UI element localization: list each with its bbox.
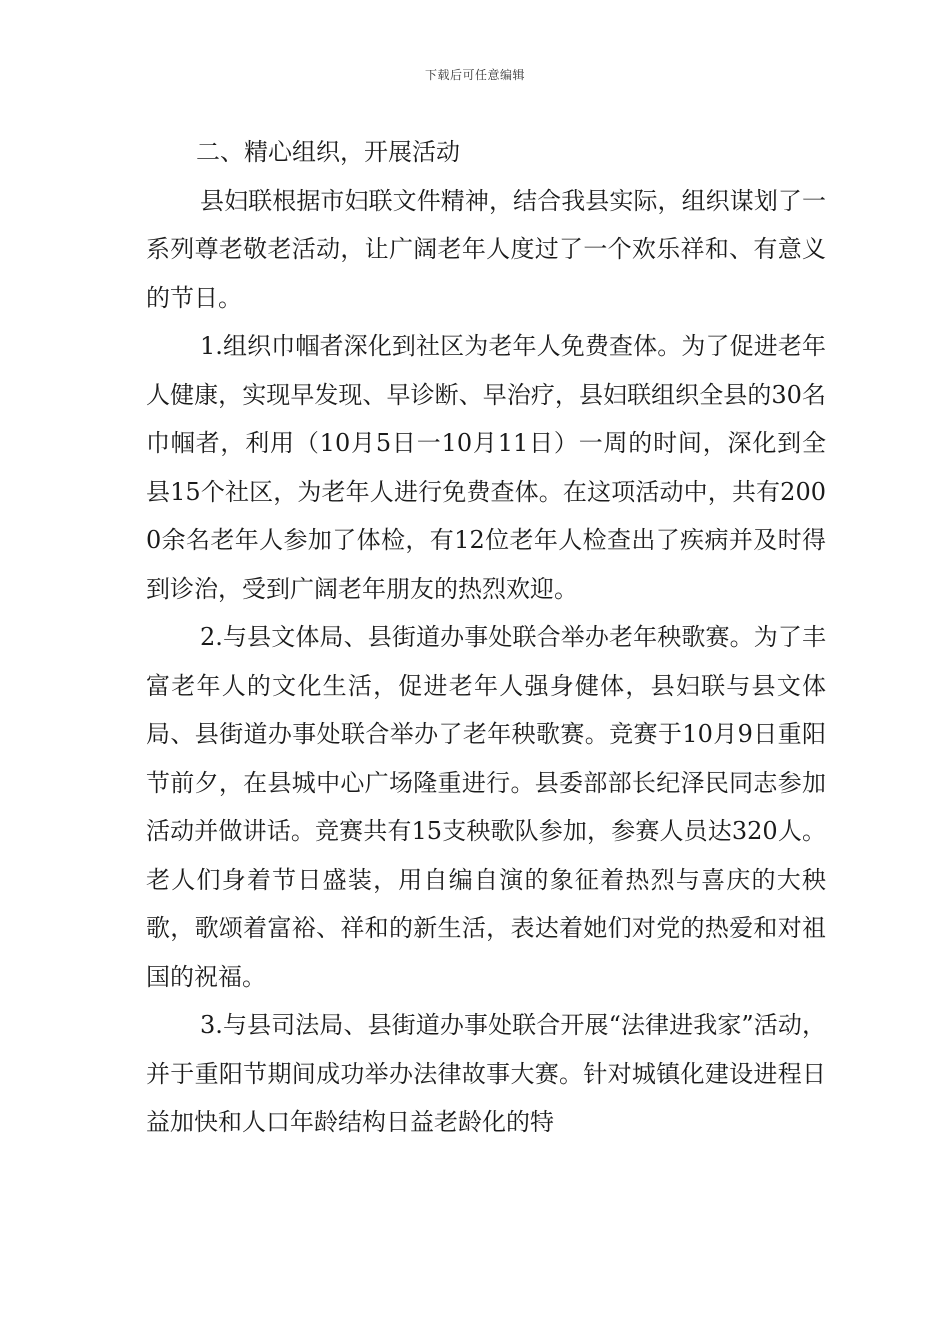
item-3-paragraph: 3.与县司法局、县街道办事处联合开展“法律进我家”活动，并于重阳节期间成功举办法律故事大赛。针对城镇化建设进程日益加快和人口年龄结构日益老龄化的特 (146, 1011, 826, 1136)
document-body (146, 128, 826, 1147)
section-heading: 二、精心组织，开展活动 (196, 138, 460, 166)
header-note: 下载后可任意编辑 (424, 68, 525, 82)
item-2-paragraph: 2.与县文体局、县街道办事处联合举办老年秧歌赛。为了丰富老年人的文化生活，促进老年人强身健体，县妇联与县文体局、县街道办事处联合举办了老年秧歌赛。竞赛于10月9日重阳节前夕，在县城中心广场隆重进行。县委部部长纪泽民同志参加活动并做讲话。竞赛共有15支秧歌队参加，参赛人员达320人。老人们身着节日盛装，用自编自演的象征着热烈与喜庆的大秧歌，歌颂着富裕、祥和的新生活，表达着她们对党的热爱和对祖国的祝福。 (146, 623, 826, 991)
item-1-paragraph: 1.组织巾帼者深化到社区为老年人免费查体。为了促进老年人健康，实现早发现、早诊断、早治疗，县妇联组织全县的30名巾帼者，利用（10月5日一10月11日）一周的时间，深化到全县15个社区，为老年人进行免费查体。在这项活动中，共有2000余名老年人参加了体检，有12位老年人检查出了疾病并及时得到诊治，受到广阔老年朋友的热烈欢迎。 (146, 332, 826, 603)
intro-paragraph: 县妇联根据市妇联文件精神，结合我县实际，组织谋划了一系列尊老敬老活动，让广阔老年人度过了一个欢乐祥和、有意义的节日。 (146, 186, 826, 312)
